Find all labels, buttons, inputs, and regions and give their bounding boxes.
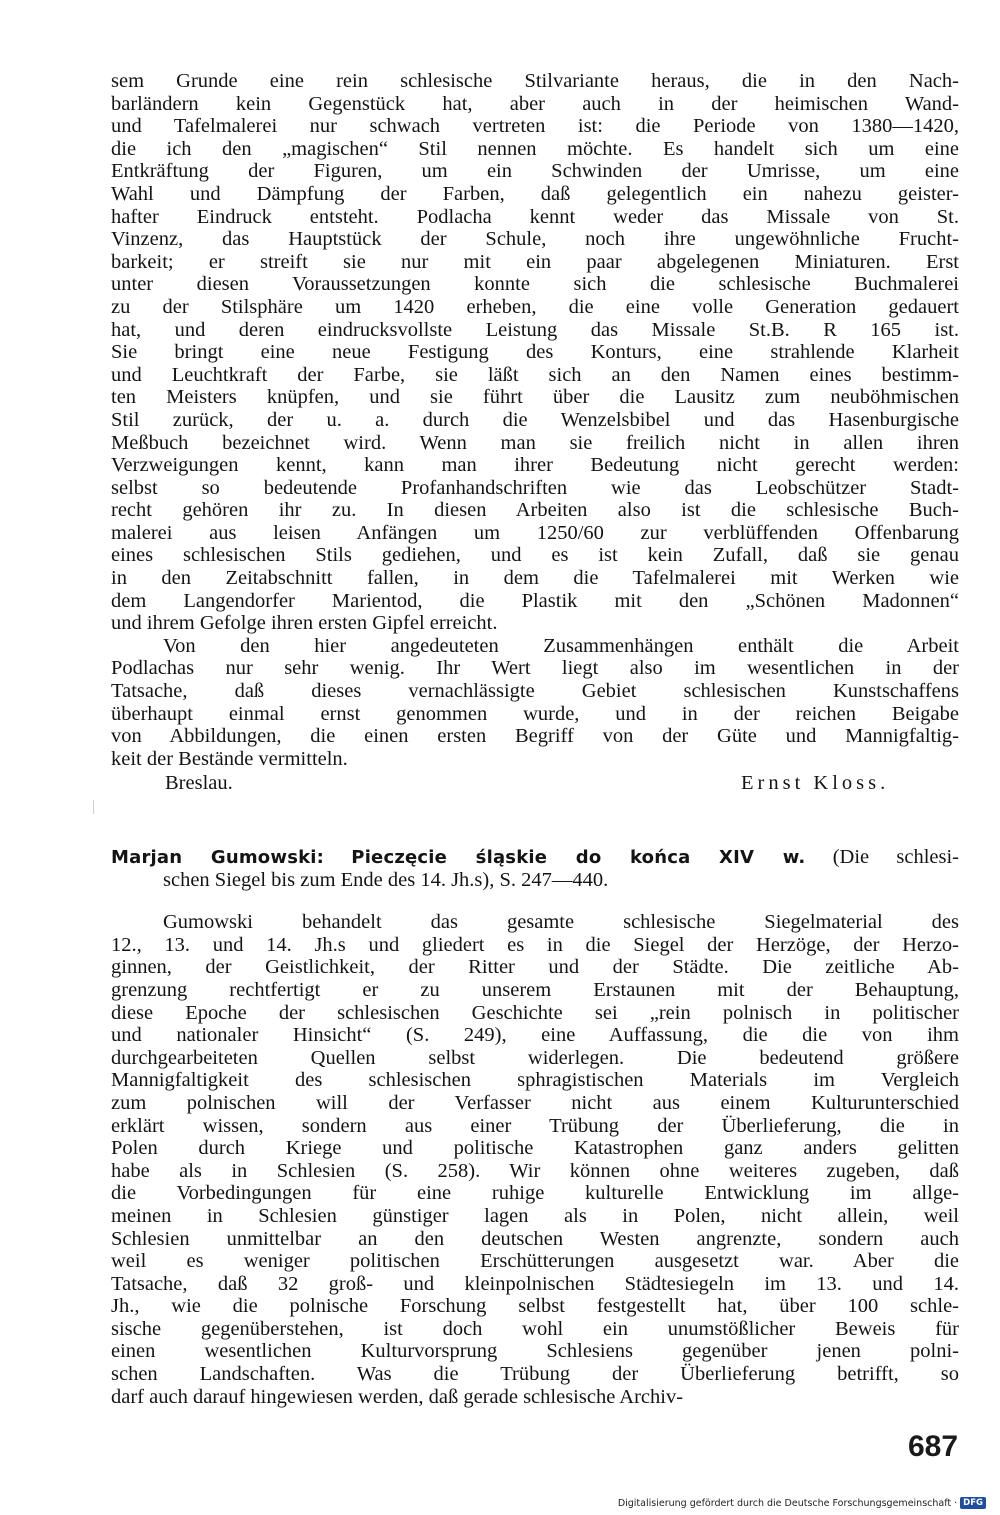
- text-line: unter diesen Voraussetzungen konnte sich die schlesische Buchmalerei: [111, 273, 959, 296]
- text-line: Gumowski behandelt das gesamte schlesische Siegelmaterial des: [163, 911, 959, 934]
- text-line: Wahl und Dämpfung der Farben, daß gelegentlich ein nahezu geister-: [111, 182, 959, 205]
- text-line: Tatsache, daß dieses vernachlässigte Gebiet schlesischen Kunstschaffens: [111, 680, 959, 703]
- text-line: und Tafelmalerei nur schwach vertreten ist: die Periode von 1380—1420,: [111, 115, 959, 138]
- page-number: 687: [908, 1430, 959, 1463]
- text-line: Meßbuch bezeichnet wird. Wenn man sie freilich nicht in allen ihren: [111, 431, 959, 454]
- signature-place: Breslau.: [165, 772, 233, 795]
- text-line: in den Zeitabschnitt fallen, in dem die Tafelmalerei mit Werken wie: [111, 567, 959, 590]
- text-line: Von den hier angedeuteten Zusammenhängen enthält die Arbeit: [163, 634, 959, 657]
- text-line: keit der Bestände vermitteln.: [111, 747, 348, 770]
- dfg-logo: DFG: [960, 1497, 986, 1509]
- text-line: Podlachas nur sehr wenig. Ihr Wert liegt also im wesentlichen in der: [111, 657, 959, 680]
- text-line: Stil zurück, der u. a. durch die Wenzelsbibel und das Hasenburgische: [111, 408, 959, 431]
- text-line: zu der Stilsphäre um 1420 erheben, die eine volle Generation gedauert: [111, 295, 959, 318]
- text-line: sem Grunde eine rein schlesische Stilvariante heraus, die in den Nach-: [111, 70, 959, 92]
- text-line: Schlesien unmittelbar an den deutschen Westen angrenzte, sondern auch: [111, 1227, 959, 1250]
- reviewed-author: Marjan Gumowski:: [111, 847, 325, 868]
- text-line: und nationaler Hinsicht“ (S. 249), eine Auffassung, die die von ihm: [111, 1024, 959, 1047]
- text-line: hafter Eindruck entsteht. Podlacha kennt weder das Missale von St.: [111, 205, 959, 228]
- text-line: zum polnischen will der Verfasser nicht aus einem Kulturunterschied: [111, 1091, 959, 1114]
- text-line: Entkräftung der Figuren, um ein Schwinden der Umrisse, um eine: [111, 160, 959, 183]
- digitization-footer: [618, 1497, 986, 1509]
- review-2-heading-line-2: schen Siegel bis zum Ende des 14. Jh.s), S. 247—440.: [163, 868, 609, 891]
- text-line: eines schlesischen Stils gediehen, und es ist kein Zufall, daß sie genau: [111, 544, 959, 567]
- reviewed-title-translation: (Die schlesi-: [832, 846, 959, 868]
- text-line: und ihrem Gefolge ihren ersten Gipfel erreicht.: [111, 612, 498, 635]
- text-line: Jh., wie die polnische Forschung selbst festgestellt hat, über 100 schle-: [111, 1295, 959, 1318]
- text-line: von Abbildungen, die einen ersten Begriff von der Güte und Mannigfaltig-: [111, 725, 959, 748]
- text-line: selbst so bedeutende Profanhandschriften wie das Leobschützer Stadt-: [111, 476, 959, 499]
- text-line: barländern kein Gegenstück hat, aber auch in der heimischen Wand-: [111, 92, 959, 115]
- text-line: Verzweigungen kennt, kann man ihrer Bedeutung nicht gerecht werden:: [111, 454, 959, 477]
- text-line: meinen in Schlesien günstiger lagen als in Polen, nicht allein, weil: [111, 1204, 959, 1227]
- text-line: ginnen, der Geistlichkeit, der Ritter und der Städte. Die zeitliche Ab-: [111, 956, 959, 979]
- margin-mark: [93, 800, 94, 814]
- text-line: sische gegenüberstehen, ist doch wohl ein unumstößlicher Beweis für: [111, 1317, 959, 1340]
- text-line: malerei aus leisen Anfängen um 1250/60 zur verblüffenden Offenbarung: [111, 521, 959, 544]
- text-line: Tatsache, daß 32 groß- und kleinpolnischen Städtesiegeln im 13. und 14.: [111, 1272, 959, 1295]
- text-line: durchgearbeiteten Quellen selbst widerlegen. Die bedeutend größere: [111, 1046, 959, 1069]
- footer-text: Digitalisierung gefördert durch die Deutsche Forschungsgemeinschaft ·: [617, 1497, 958, 1509]
- text-line: diese Epoche der schlesischen Geschichte sei „rein polnisch in politischer: [111, 1001, 959, 1024]
- review-1-paragraph-1: [111, 70, 959, 635]
- text-line: recht gehören ihr zu. In diesen Arbeiten also ist die schlesische Buch-: [111, 499, 959, 522]
- text-line: Mannigfaltigkeit des schlesischen sphragistischen Materials im Vergleich: [111, 1069, 959, 1092]
- text-line: Sie bringt eine neue Festigung des Konturs, eine strahlende Klarheit: [111, 341, 959, 364]
- text-line: Vinzenz, das Hauptstück der Schule, noch ihre ungewöhnliche Frucht-: [111, 228, 959, 251]
- text-line: Polen durch Kriege und politische Katastrophen ganz anders gelitten: [111, 1137, 959, 1160]
- text-line: überhaupt einmal ernst genommen wurde, und in der reichen Beigabe: [111, 702, 959, 725]
- text-line: schen Landschaften. Was die Trübung der Überlieferung betrifft, so: [111, 1363, 959, 1386]
- review-1-signature: [111, 770, 959, 796]
- text-line: ten Meisters knüpfen, und sie führt über die Lausitz zum neuböhmischen: [111, 386, 959, 409]
- review-1-paragraph-2: [111, 635, 959, 771]
- text-line: die ich den „magischen“ Stil nennen möchte. Es handelt sich um eine: [111, 137, 959, 160]
- text-line: die Vorbedingungen für eine ruhige kulturelle Entwicklung im allge-: [111, 1182, 959, 1205]
- review-2-paragraph: [111, 911, 959, 1408]
- text-line: 12., 13. und 14. Jh.s und gliedert es in die Siegel der Herzöge, der Herzo-: [111, 933, 959, 956]
- review-2-heading-line-1: [111, 846, 959, 869]
- text-line: hat, und deren eindrucksvollste Leistung das Missale St.B. R 165 ist.: [111, 318, 959, 341]
- text-line: habe als in Schlesien (S. 258). Wir können ohne weiteres zugeben, daß: [111, 1159, 959, 1182]
- review-2: [111, 846, 959, 1408]
- review-1-body: [111, 70, 959, 796]
- text-line: darf auch darauf hingewiesen werden, daß gerade schlesische Archiv-: [111, 1385, 684, 1408]
- text-line: einen wesentlichen Kulturvorsprung Schlesiens gegenüber jenen polni-: [111, 1340, 959, 1363]
- reviewed-title: Pieczęcie śląskie do końca XIV w.: [351, 847, 806, 868]
- text-line: erklärt wissen, sondern aus einer Trübung der Überlieferung, die in: [111, 1114, 959, 1137]
- text-line: dem Langendorfer Marientod, die Plastik mit den „Schönen Madonnen“: [111, 589, 959, 612]
- text-line: grenzung rechtfertigt er zu unserem Erstaunen mit der Behauptung,: [111, 978, 959, 1001]
- text-line: barkeit; er streift sie nur mit ein paar abgelegenen Miniaturen. Erst: [111, 250, 959, 273]
- text-line: weil es weniger politischen Erschütterungen ausgesetzt war. Aber die: [111, 1250, 959, 1273]
- text-line: und Leuchtkraft der Farbe, sie läßt sich an den Namen eines bestimm-: [111, 363, 959, 386]
- signature-author: Ernst Kloss.: [741, 772, 890, 795]
